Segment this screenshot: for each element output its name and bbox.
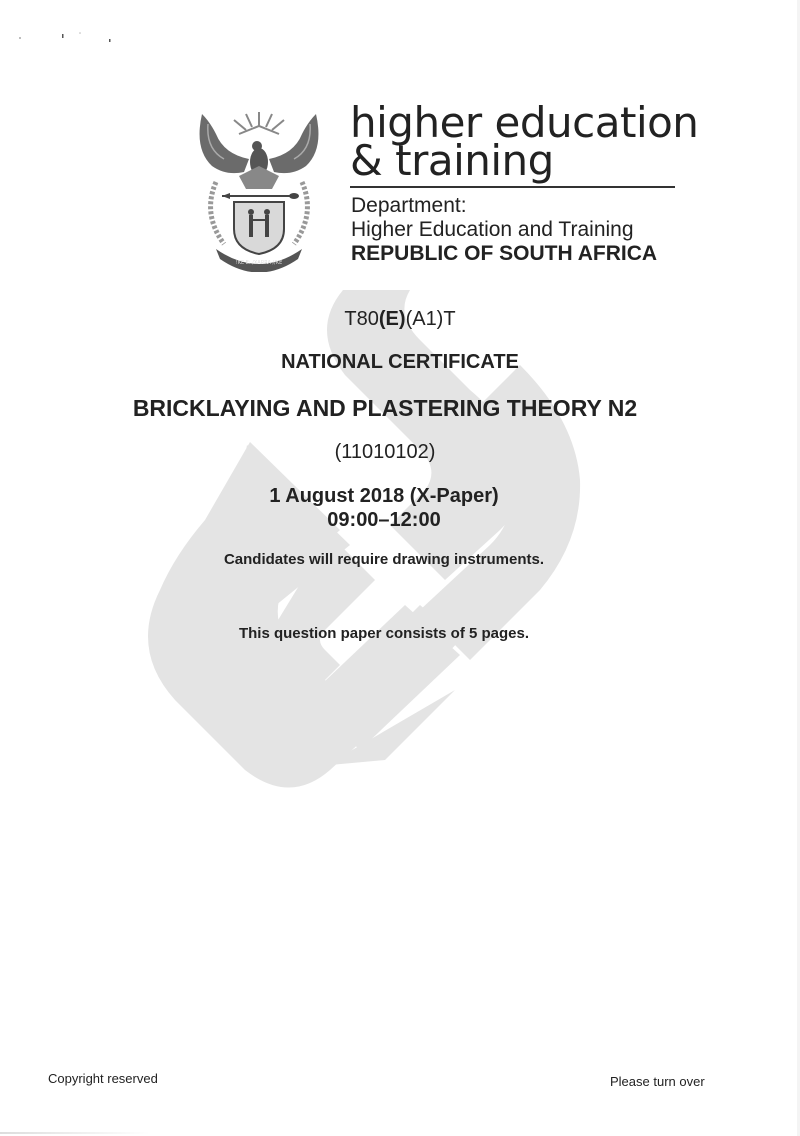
brand-divider [350, 186, 675, 188]
department-name: Higher Education and Training [351, 218, 634, 241]
exam-time: 09:00–12:00 [327, 509, 441, 531]
footer-copyright: Copyright reserved [48, 1071, 158, 1086]
country-name: REPUBLIC OF SOUTH AFRICA [351, 242, 658, 265]
paper-code [0, 308, 800, 331]
brand-line-2: & training [350, 136, 554, 185]
paper-code-language: (E) [378, 308, 406, 330]
instruction-note: Candidates will require drawing instruments. [223, 551, 545, 568]
scan-edge-bottom [0, 1132, 150, 1134]
scan-specks [14, 30, 114, 50]
coat-of-arms-icon [194, 104, 324, 272]
page-count-note: This question paper consists of 5 pages. [238, 625, 530, 642]
brand-line-1: higher education [350, 98, 699, 147]
motto-text: !KE E: /XARRA //KE [235, 260, 283, 266]
footer-turn-over: Please turn over [610, 1074, 705, 1089]
subject-title: BRICKLAYING AND PLASTERING THEORY N2 [132, 395, 638, 421]
department-logo [190, 98, 699, 275]
paper-code-suffix: (A1)T [405, 308, 456, 330]
certificate-title: NATIONAL CERTIFICATE [281, 351, 519, 373]
exam-date: 1 August 2018 (X-Paper) [269, 485, 499, 507]
paper-code-prefix: T80 [344, 308, 379, 330]
department-label: Department: [351, 194, 467, 217]
subject-code: (11010102) [334, 441, 436, 463]
